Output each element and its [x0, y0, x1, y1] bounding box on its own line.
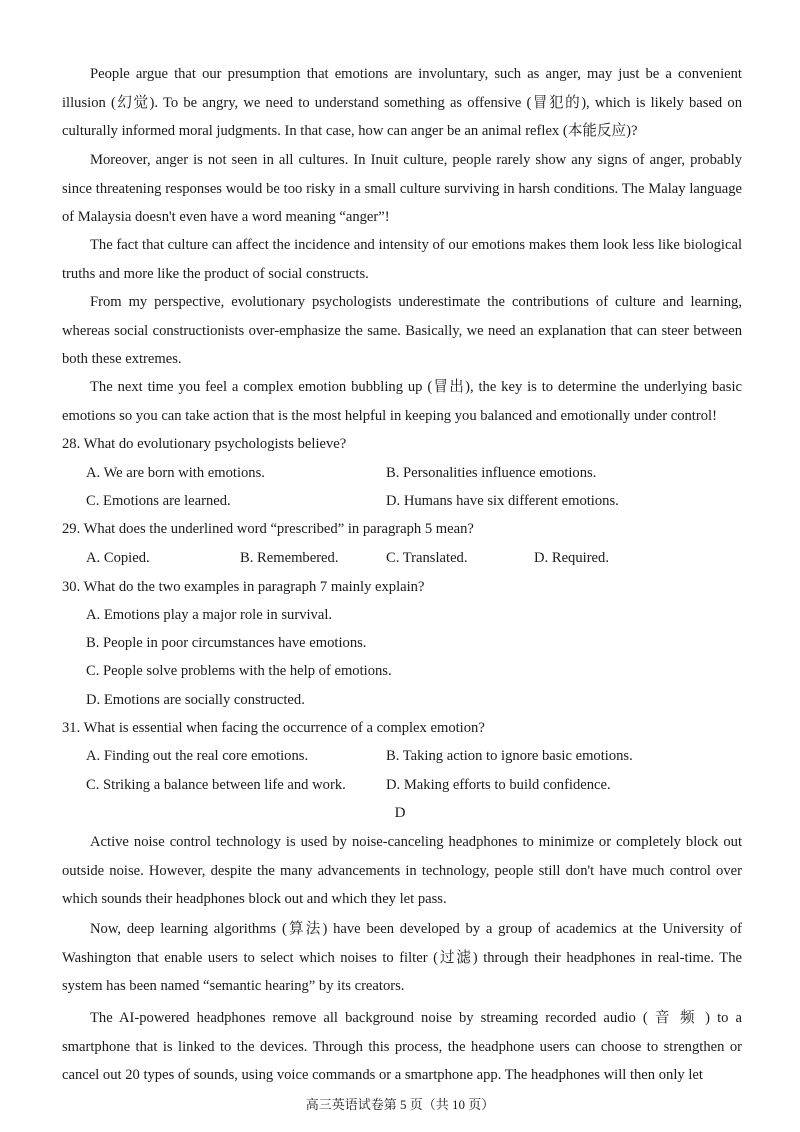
question-28-option-d[interactable]: D. Humans have six different emotions.: [386, 493, 619, 509]
question-30-option-c[interactable]: C. People solve problems with the help of emotions.: [86, 663, 392, 679]
question-31-option-a[interactable]: A. Finding out the real core emotions.: [86, 748, 309, 764]
question-29-option-c[interactable]: C. Translated.: [386, 550, 468, 566]
question-28-option-a[interactable]: A. We are born with emotions.: [86, 465, 265, 481]
passage-c-paragraph: From my perspective, evolutionary psychologists underestimate the contributions of culture and learning, whereas social constructionists over-emphasize the same. Basically, we need an explanation that can steer between both these extremes.: [62, 294, 742, 367]
question-31-option-b[interactable]: B. Taking action to ignore basic emotions.: [386, 748, 633, 764]
question-28-option-b[interactable]: B. Personalities influence emotions.: [386, 465, 597, 481]
question-29-option-b[interactable]: B. Remembered.: [240, 550, 339, 566]
question-29-stem: 29. What does the underlined word “prescribed” in paragraph 5 mean?: [62, 521, 474, 537]
question-30-option-d[interactable]: D. Emotions are socially constructed.: [86, 692, 305, 708]
question-31-stem: 31. What is essential when facing the occurrence of a complex emotion?: [62, 720, 485, 736]
question-28-stem: 28. What do evolutionary psychologists believe?: [62, 436, 347, 452]
question-28-option-c[interactable]: C. Emotions are learned.: [86, 493, 231, 509]
section-d-heading: D: [394, 805, 406, 821]
question-31-option-d[interactable]: D. Making efforts to build confidence.: [386, 777, 611, 793]
passage-d-paragraph: Active noise control technology is used by noise-canceling headphones to minimize or completely block out outside noise. However, despite the many advancements in technology, people still don't have much control over which sounds their headphones block out and which they let pass.: [62, 834, 742, 907]
passage-c-paragraph: Moreover, anger is not seen in all cultures. In Inuit culture, people rarely show any signs of anger, probably since threatening responses would be too risky in a small culture surviving in harsh conditions. The Malay language of Malaysia doesn't even have a word meaning “anger”!: [62, 152, 742, 225]
question-30-stem: 30. What do the two examples in paragraph 7 mainly explain?: [62, 579, 425, 595]
question-30-option-a[interactable]: A. Emotions play a major role in survival.: [86, 607, 333, 623]
page-footer: 高三英语试卷第 5 页（共 10 页）: [305, 1097, 495, 1112]
passage-d-paragraph: Now, deep learning algorithms (算法) have been developed by a group of academics at the University of Washington that enable users to select which noises to filter (过滤) through their headphones in real-time. The system has been named “semantic hearing” by its creators.: [62, 921, 742, 994]
question-30-option-b[interactable]: B. People in poor circumstances have emotions.: [86, 635, 367, 651]
passage-c-paragraph: The next time you feel a complex emotion bubbling up (冒出), the key is to determine the underlying basic emotions so you can take action that is the most helpful in keeping you balanced and emotionally under control!: [62, 379, 742, 424]
passage-c-paragraph: People argue that our presumption that emotions are involuntary, such as anger, may just be a convenient illusion (幻觉). To be angry, we need to understand something as offensive (冒犯的), which is likely based on culturally informed moral judgments. In that case, how can anger be an animal reflex (本能反应)?: [62, 66, 742, 139]
passage-c-paragraph: The fact that culture can affect the incidence and intensity of our emotions makes them look less like biological truths and more like the product of social constructs.: [62, 237, 742, 282]
passage-d-paragraph: The AI-powered headphones remove all background noise by streaming recorded audio ( 音 频 ) to a smartphone that is linked to the devices. Through this process, the headphone users can choose to strengthen or cancel out 20 types of sounds, using voice commands or a smartphone app. The headphones will then only let: [62, 1010, 742, 1083]
question-29-option-a[interactable]: A. Copied.: [86, 550, 150, 566]
question-31-option-c[interactable]: C. Striking a balance between life and work.: [86, 777, 346, 793]
question-29-option-d[interactable]: D. Required.: [534, 550, 609, 566]
